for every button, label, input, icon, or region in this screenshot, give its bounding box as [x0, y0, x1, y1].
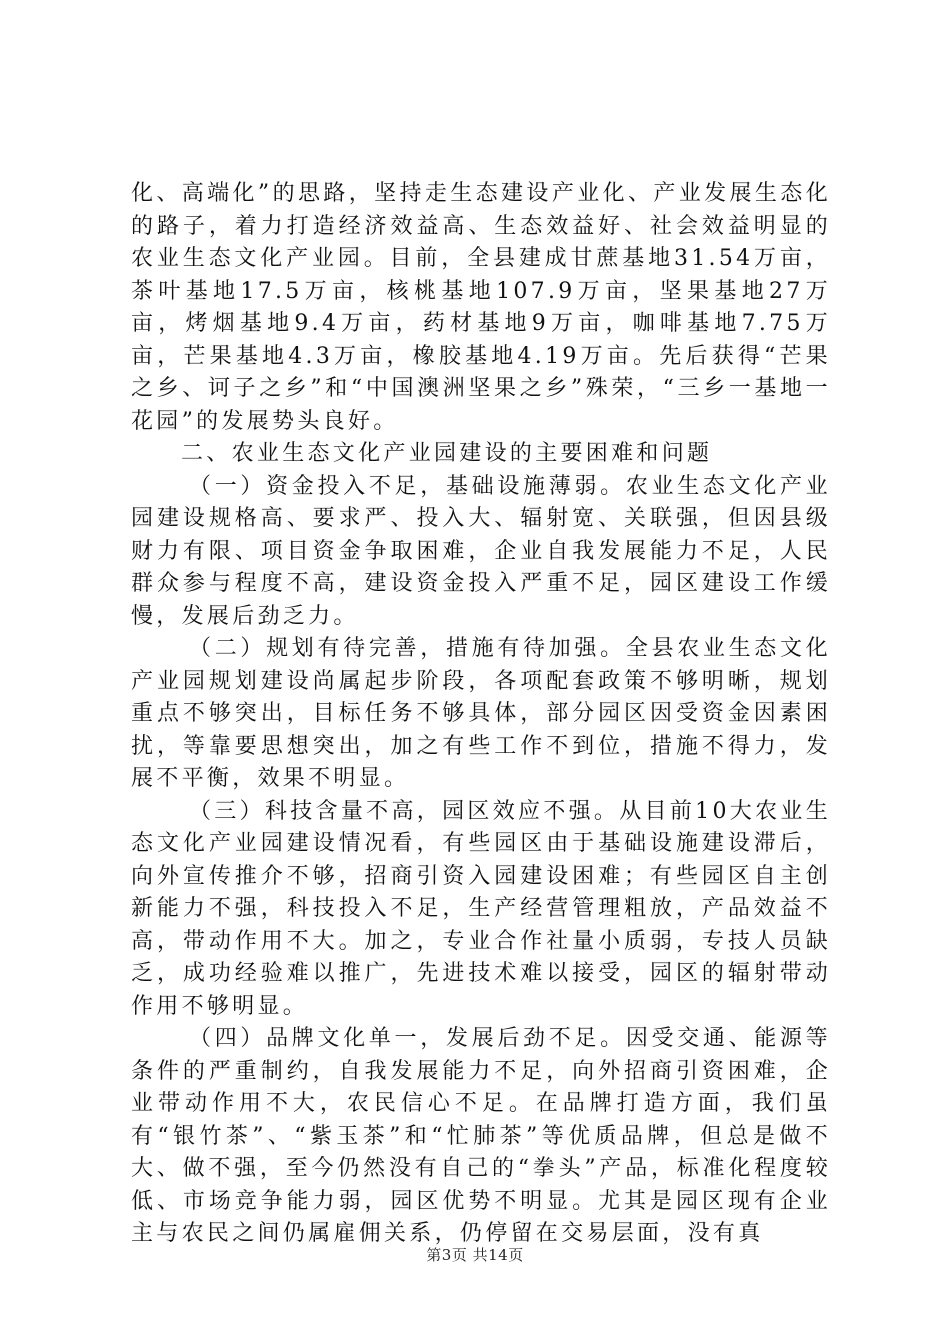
paragraph-funding: （一）资金投入不足，基础设施薄弱。农业生态文化产业园建设规格高、要求严、投入大、辐射宽、关联强，但因县级财力有限、项目资金争取困难，企业自我发展能力不足，人民群众参与程度不高，建设资金投入严重不足，园区建设工作缓慢，发展后劲乏力。 [131, 473, 831, 629]
document-body [131, 178, 831, 1251]
paragraph-planning: （二）规划有待完善，措施有待加强。全县农业生态文化产业园规划建设尚属起步阶段，各项配套政策不够明晰，规划重点不够突出，目标任务不够具体，部分园区因受资金因素困扰，等靠要思想突出，加之有些工作不到位，措施不得力，发展不平衡，效果不明显。 [131, 636, 831, 791]
paragraph-continuation: 化、高端化”的思路，坚持走生态建设产业化、产业发展生态化的路子，着力打造经济效益高、生态效益好、社会效益明显的农业生态文化产业园。目前，全县建成甘蔗基地31.54万亩，茶叶基地17.5万亩，核桃基地107.9万亩，坚果基地27万亩，烤烟基地9.4万亩，药材基地9万亩，咖啡基地7.75万亩，芒果基地4.3万亩，橡胶基地4.19万亩。先后获得“芒果之乡、诃子之乡”和“中国澳洲坚果之乡”殊荣，“三乡一基地一花园”的发展势头良好。 [131, 181, 831, 434]
paragraph-technology: （三）科技含量不高，园区效应不强。从目前10大农业生态文化产业园建设情况看，有些园区由于基础设施建设滞后，向外宣传推介不够，招商引资入园建设困难；有些园区自主创新能力不强，科技投入不足，生产经营管理粗放，产品效益不高，带动作用不大。加之，专业合作社量小质弱，专技人员缺乏，成功经验难以推广，先进技术难以接受，园区的辐射带动作用不够明显。 [131, 798, 831, 1019]
section-heading: 二、农业生态文化产业园建设的主要困难和问题 [181, 441, 713, 466]
paragraph-brand: （四）品牌文化单一，发展后劲不足。因受交通、能源等条件的严重制约，自我发展能力不足，向外招商引资困难，企业带动作用不大，农民信心不足。在品牌打造方面，我们虽有“银竹茶”、“紫玉茶”和“忙肺茶”等优质品牌，但总是做不大、做不强，至今仍然没有自己的“拳头”产品，标准化程度较低、市场竞争能力弱，园区优势不明显。尤其是园区现有企业主与农民之间仍属雇佣关系，仍停留在交易层面，没有真 [131, 1026, 831, 1246]
page-number: 第3页 共14页 [426, 1246, 524, 1264]
